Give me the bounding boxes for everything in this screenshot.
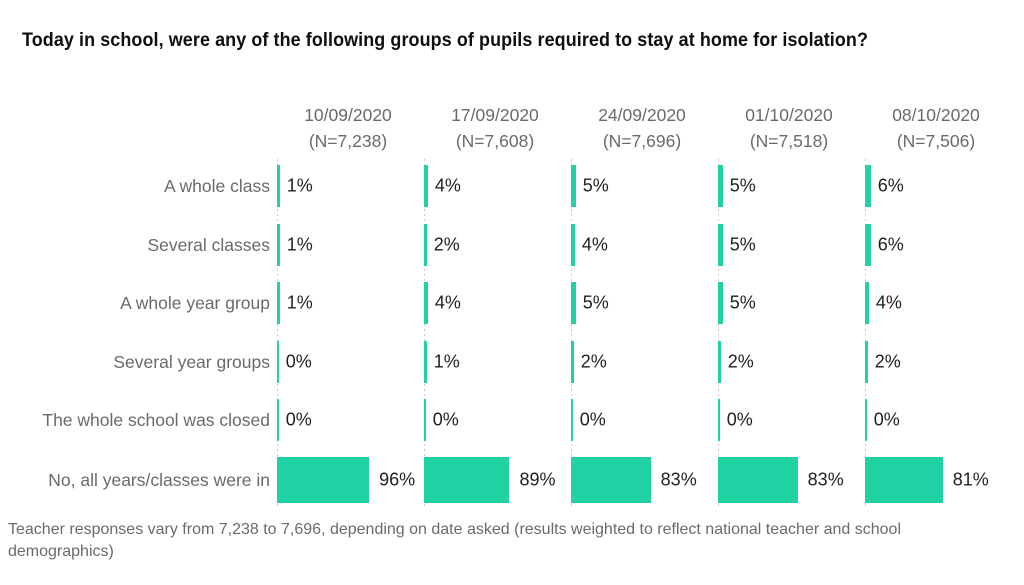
bar	[571, 341, 574, 383]
value-label: 6%	[877, 234, 904, 255]
bar	[718, 457, 798, 503]
column-header	[716, 102, 862, 154]
column-sample-size-label: (N=7,238)	[308, 131, 388, 151]
bar	[571, 165, 576, 207]
row-label: A whole year group	[120, 292, 270, 313]
column-header	[422, 102, 568, 154]
value-label: 0%	[873, 409, 900, 430]
column-axis-line	[865, 159, 866, 508]
bar	[865, 282, 869, 324]
value-label: 6%	[877, 175, 904, 196]
bar	[865, 224, 871, 266]
column-header	[275, 102, 421, 154]
value-label: 0%	[432, 409, 459, 430]
footnote: Teacher responses vary from 7,238 to 7,696, depending on date asked (results weighted to reflect national teacher and school demographics)	[8, 521, 901, 560]
bar	[865, 165, 871, 207]
bar	[277, 165, 280, 207]
column-axis-line	[718, 159, 719, 508]
bar	[277, 457, 369, 503]
bar	[424, 399, 426, 441]
bar	[571, 399, 573, 441]
bar	[571, 224, 575, 266]
value-label: 2%	[727, 351, 754, 372]
row-label: The whole school was closed	[42, 409, 270, 430]
bar	[424, 282, 428, 324]
value-label: 5%	[582, 175, 609, 196]
value-label: 4%	[875, 292, 902, 313]
value-label: 0%	[285, 409, 312, 430]
column-axis-line	[571, 159, 572, 508]
bar	[865, 341, 868, 383]
row-label: Several classes	[147, 234, 270, 255]
column-axis-line	[277, 159, 278, 508]
column-sample-size-label: (N=7,518)	[749, 131, 829, 151]
column-date-label: 17/09/2020	[451, 105, 539, 125]
value-label: 5%	[729, 234, 756, 255]
column-sample-size-label: (N=7,506)	[896, 131, 976, 151]
value-label: 83%	[660, 469, 697, 490]
bar	[277, 282, 280, 324]
bar	[865, 399, 867, 441]
row-label: No, all years/classes were in	[48, 469, 270, 490]
row-label: Several year groups	[113, 351, 270, 372]
value-label: 1%	[433, 351, 460, 372]
value-label: 0%	[285, 351, 312, 372]
bar	[277, 341, 279, 383]
bar	[865, 457, 943, 503]
value-label: 5%	[729, 175, 756, 196]
column-date-label: 08/10/2020	[892, 105, 980, 125]
bar	[718, 224, 723, 266]
value-label: 89%	[519, 469, 556, 490]
column-axis-line	[424, 159, 425, 508]
value-label: 0%	[726, 409, 753, 430]
value-label: 5%	[729, 292, 756, 313]
bar	[277, 399, 279, 441]
bar	[718, 399, 720, 441]
value-label: 0%	[579, 409, 606, 430]
column-date-label: 01/10/2020	[745, 105, 833, 125]
bar	[424, 457, 509, 503]
value-label: 4%	[434, 175, 461, 196]
bar	[571, 457, 651, 503]
column-sample-size-label: (N=7,608)	[455, 131, 535, 151]
value-label: 5%	[582, 292, 609, 313]
bar	[718, 165, 723, 207]
column-header	[863, 102, 1009, 154]
column-date-label: 10/09/2020	[304, 105, 392, 125]
value-label: 2%	[874, 351, 901, 372]
value-label: 1%	[286, 175, 313, 196]
column-date-label: 24/09/2020	[598, 105, 686, 125]
bar	[424, 341, 427, 383]
value-label: 1%	[286, 292, 313, 313]
bar	[718, 341, 721, 383]
value-label: 1%	[286, 234, 313, 255]
value-label: 83%	[807, 469, 844, 490]
bar	[718, 282, 723, 324]
value-label: 2%	[580, 351, 607, 372]
bar	[424, 224, 427, 266]
column-sample-size-label: (N=7,696)	[602, 131, 682, 151]
bar	[424, 165, 428, 207]
bar	[277, 224, 280, 266]
bar	[571, 282, 576, 324]
value-label: 96%	[379, 469, 416, 490]
value-label: 2%	[433, 234, 460, 255]
value-label: 4%	[581, 234, 608, 255]
value-label: 81%	[952, 469, 989, 490]
value-label: 4%	[434, 292, 461, 313]
row-label: A whole class	[163, 175, 270, 196]
chart-title: Today in school, were any of the following groups of pupils required to stay at home for isolation?	[22, 29, 869, 51]
column-header	[569, 102, 715, 154]
